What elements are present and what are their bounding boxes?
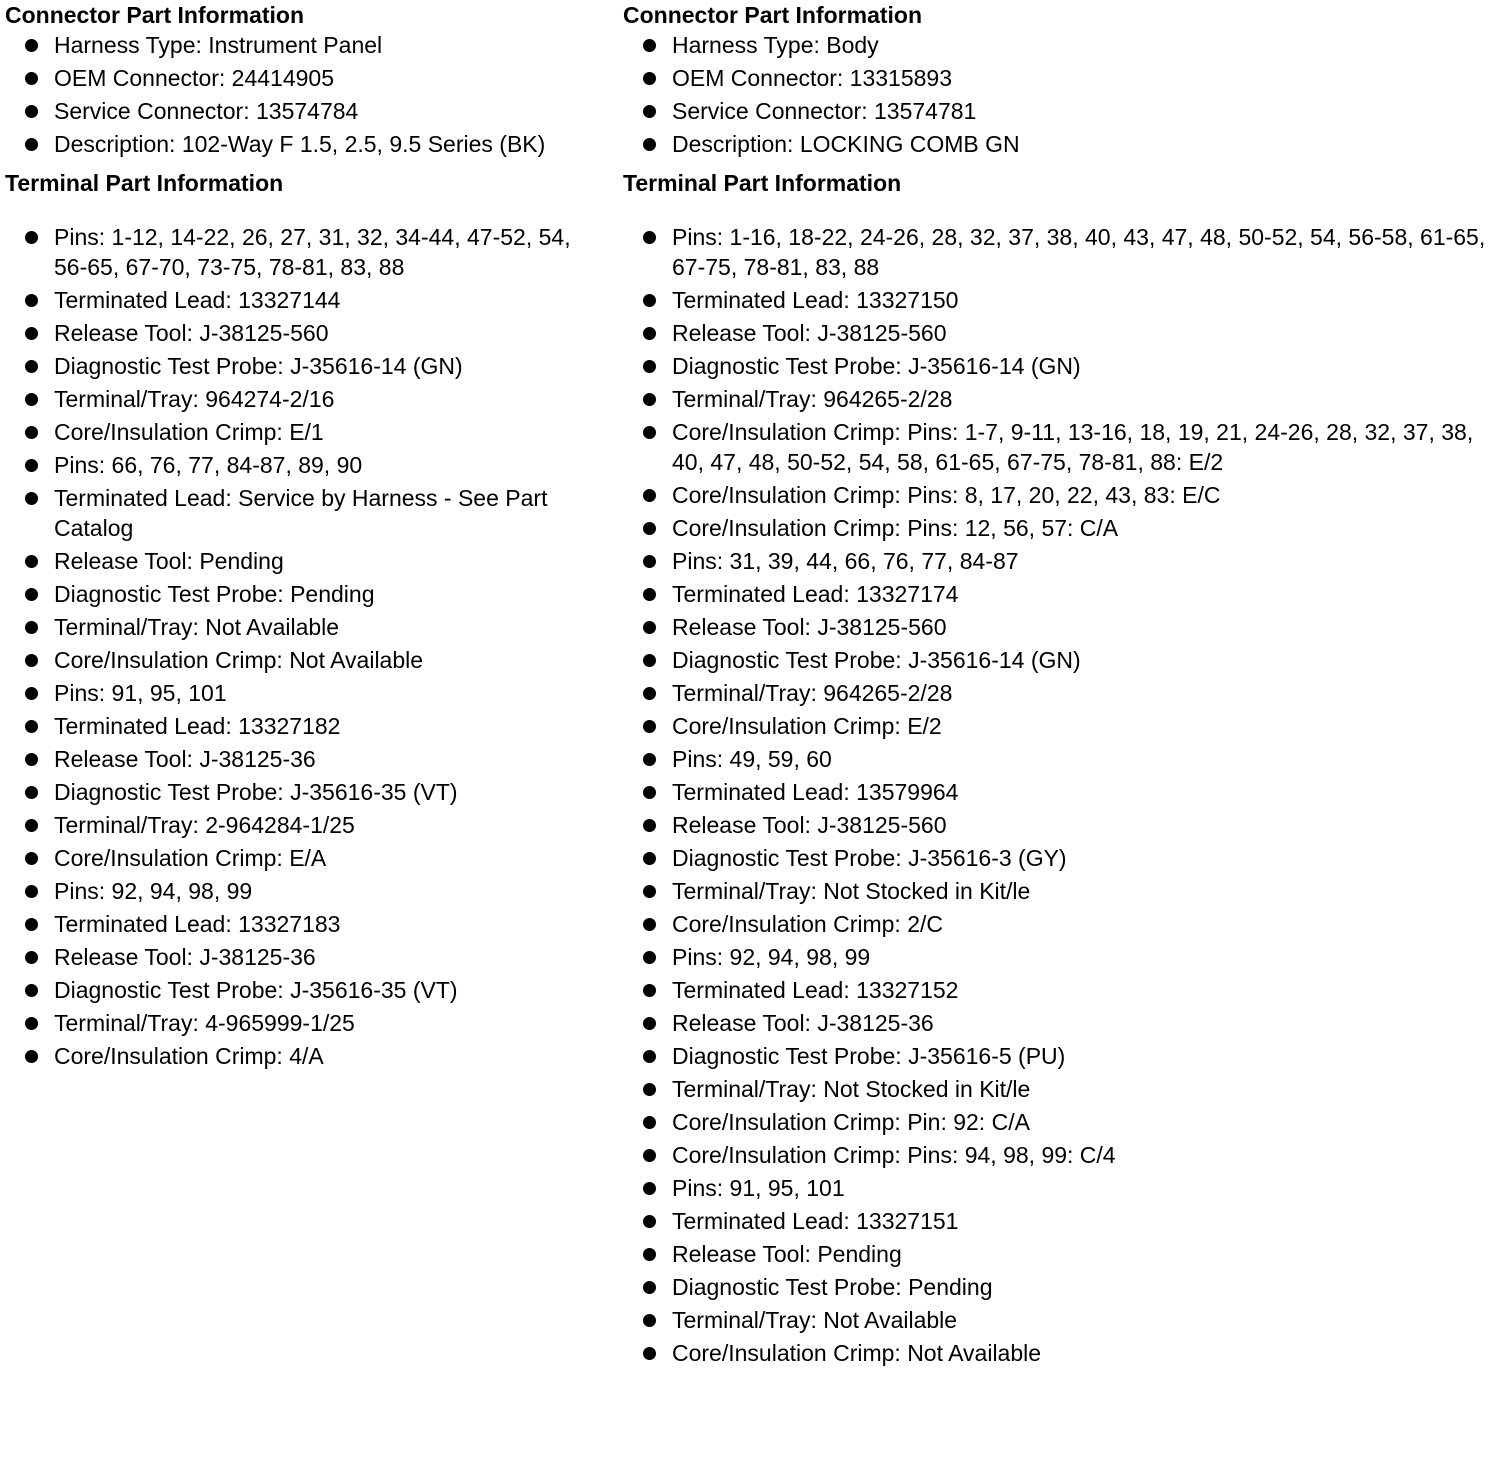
list-item-text: Pins: 91, 95, 101 bbox=[54, 680, 227, 706]
list-item bbox=[5, 678, 605, 708]
bullet-icon bbox=[25, 555, 38, 568]
bullet-icon bbox=[25, 72, 38, 85]
list-item-text: Core/Insulation Crimp: 2/C bbox=[672, 911, 943, 937]
bullet-icon bbox=[643, 951, 656, 964]
bullet-icon bbox=[25, 621, 38, 634]
bullet-icon bbox=[643, 1215, 656, 1228]
terminal-group bbox=[623, 1173, 1498, 1368]
list-item bbox=[623, 1272, 1498, 1302]
list-item bbox=[623, 318, 1498, 348]
terminal-group bbox=[5, 450, 605, 675]
list-item-text: Pins: 91, 95, 101 bbox=[672, 1175, 845, 1201]
bullet-icon bbox=[643, 327, 656, 340]
list-item-text: Release Tool: J-38125-560 bbox=[672, 614, 947, 640]
terminal-group bbox=[623, 546, 1498, 741]
list-item-text: Terminal/Tray: 964265-2/28 bbox=[672, 680, 953, 706]
list-item bbox=[5, 1008, 605, 1038]
right-column bbox=[623, 0, 1498, 1371]
terminal-group bbox=[623, 222, 1498, 543]
bullet-icon bbox=[25, 1050, 38, 1063]
connector-info-list bbox=[623, 30, 1498, 159]
bullet-icon bbox=[643, 687, 656, 700]
list-item-text: Terminated Lead: Service by Harness - See Part Catalog bbox=[54, 485, 548, 541]
bullet-icon bbox=[25, 951, 38, 964]
list-item-text: Diagnostic Test Probe: J-35616-14 (GN) bbox=[672, 647, 1081, 673]
list-item-text: Diagnostic Test Probe: J-35616-5 (PU) bbox=[672, 1043, 1066, 1069]
bullet-icon bbox=[25, 819, 38, 832]
terminal-part-heading: Terminal Part Information bbox=[5, 170, 284, 196]
bullet-icon bbox=[25, 294, 38, 307]
list-item bbox=[623, 678, 1498, 708]
list-item bbox=[623, 513, 1498, 543]
list-item bbox=[623, 480, 1498, 510]
bullet-icon bbox=[25, 984, 38, 997]
list-item bbox=[623, 63, 1498, 93]
list-item bbox=[5, 417, 605, 447]
list-item-text: Diagnostic Test Probe: Pending bbox=[54, 581, 375, 607]
list-item bbox=[623, 777, 1498, 807]
list-item bbox=[5, 711, 605, 741]
list-item-text: Pins: 1-16, 18-22, 24-26, 28, 32, 37, 38, 40, 43, 47, 48, 50-52, 54, 56-58, 61-65, 67-75, 78-81, 83, 88 bbox=[672, 224, 1486, 280]
bullet-icon bbox=[643, 720, 656, 733]
bullet-icon bbox=[643, 1281, 656, 1294]
bullet-icon bbox=[643, 1149, 656, 1162]
list-item-text: Core/Insulation Crimp: E/2 bbox=[672, 713, 942, 739]
list-item-text: Core/Insulation Crimp: Pins: 1-7, 9-11, 13-16, 18, 19, 21, 24-26, 28, 32, 37, 38, 40, 47, 48, 50-52, 54, 58, 61-65, 67-75, 78-81, 88: E/2 bbox=[672, 419, 1474, 475]
list-item bbox=[623, 876, 1498, 906]
bullet-icon bbox=[643, 588, 656, 601]
list-item-text: Terminal/Tray: 2-964284-1/25 bbox=[54, 812, 355, 838]
bullet-icon bbox=[25, 654, 38, 667]
bullet-icon bbox=[643, 1314, 656, 1327]
list-item bbox=[5, 612, 605, 642]
list-item bbox=[5, 975, 605, 1005]
list-item bbox=[623, 711, 1498, 741]
list-item bbox=[5, 384, 605, 414]
list-item bbox=[623, 1074, 1498, 1104]
list-item bbox=[623, 417, 1498, 477]
list-item-text: Terminal/Tray: Not Available bbox=[54, 614, 340, 640]
list-item bbox=[5, 645, 605, 675]
list-item-text: Release Tool: J-38125-36 bbox=[54, 944, 316, 970]
list-item bbox=[5, 876, 605, 906]
list-item bbox=[623, 1206, 1498, 1236]
list-item bbox=[623, 30, 1498, 60]
list-item-text: Terminated Lead: 13327144 bbox=[54, 287, 341, 313]
list-item bbox=[5, 810, 605, 840]
terminal-group bbox=[5, 222, 605, 447]
list-item bbox=[623, 1041, 1498, 1071]
list-item-text: Description: 102-Way F 1.5, 2.5, 9.5 Series (BK) bbox=[54, 131, 546, 157]
bullet-icon bbox=[643, 72, 656, 85]
list-item-text: Core/Insulation Crimp: E/1 bbox=[54, 419, 324, 445]
list-item-text: Core/Insulation Crimp: Pin: 92: C/A bbox=[672, 1109, 1030, 1135]
list-item bbox=[5, 129, 605, 159]
bullet-icon bbox=[25, 426, 38, 439]
list-item-text: Terminal/Tray: 964274-2/16 bbox=[54, 386, 335, 412]
bullet-icon bbox=[643, 39, 656, 52]
bullet-icon bbox=[643, 1083, 656, 1096]
list-item-text: Terminated Lead: 13327151 bbox=[672, 1208, 959, 1234]
list-item bbox=[5, 483, 605, 543]
bullet-icon bbox=[25, 588, 38, 601]
terminal-group bbox=[623, 744, 1498, 939]
list-item bbox=[5, 318, 605, 348]
bullet-icon bbox=[643, 231, 656, 244]
list-item bbox=[5, 222, 605, 282]
list-item-text: Diagnostic Test Probe: J-35616-3 (GY) bbox=[672, 845, 1067, 871]
list-item bbox=[5, 843, 605, 873]
bullet-icon bbox=[643, 555, 656, 568]
bullet-icon bbox=[643, 294, 656, 307]
list-item bbox=[623, 909, 1498, 939]
list-item-text: Diagnostic Test Probe: J-35616-35 (VT) bbox=[54, 779, 458, 805]
terminal-part-heading: Terminal Part Information bbox=[623, 170, 902, 196]
list-item-text: Terminal/Tray: Not Available bbox=[672, 1307, 958, 1333]
list-item-text: Harness Type: Instrument Panel bbox=[54, 32, 383, 58]
bullet-icon bbox=[25, 852, 38, 865]
list-item-text: Core/Insulation Crimp: Pins: 12, 56, 57: C/A bbox=[672, 515, 1119, 541]
list-item-text: Terminal/Tray: 964265-2/28 bbox=[672, 386, 953, 412]
list-item bbox=[623, 1338, 1498, 1368]
bullet-icon bbox=[643, 393, 656, 406]
list-item bbox=[623, 1107, 1498, 1137]
bullet-icon bbox=[25, 918, 38, 931]
connector-info-list bbox=[5, 30, 605, 159]
bullet-icon bbox=[643, 426, 656, 439]
terminal-group bbox=[5, 876, 605, 1071]
list-item-text: Pins: 49, 59, 60 bbox=[672, 746, 832, 772]
list-item-text: Diagnostic Test Probe: J-35616-14 (GN) bbox=[672, 353, 1081, 379]
list-item bbox=[623, 1008, 1498, 1038]
list-item bbox=[5, 63, 605, 93]
bullet-icon bbox=[25, 393, 38, 406]
bullet-icon bbox=[25, 687, 38, 700]
list-item bbox=[623, 285, 1498, 315]
bullet-icon bbox=[643, 885, 656, 898]
bullet-icon bbox=[643, 819, 656, 832]
bullet-icon bbox=[643, 1017, 656, 1030]
list-item-text: Terminated Lead: 13327182 bbox=[54, 713, 341, 739]
bullet-icon bbox=[25, 1017, 38, 1030]
list-item bbox=[623, 612, 1498, 642]
list-item bbox=[623, 942, 1498, 972]
bullet-icon bbox=[643, 489, 656, 502]
list-item-text: Harness Type: Body bbox=[672, 32, 879, 58]
list-item bbox=[623, 744, 1498, 774]
list-item-text: Release Tool: J-38125-560 bbox=[54, 320, 329, 346]
bullet-icon bbox=[643, 1116, 656, 1129]
list-item-text: Service Connector: 13574784 bbox=[54, 98, 359, 124]
list-item-text: Release Tool: Pending bbox=[672, 1241, 902, 1267]
bullet-icon bbox=[643, 654, 656, 667]
list-item bbox=[623, 1239, 1498, 1269]
list-item bbox=[5, 285, 605, 315]
list-item-text: Diagnostic Test Probe: J-35616-14 (GN) bbox=[54, 353, 463, 379]
list-item-text: Release Tool: Pending bbox=[54, 548, 284, 574]
list-item-text: Release Tool: J-38125-36 bbox=[54, 746, 316, 772]
list-item bbox=[5, 942, 605, 972]
list-item bbox=[623, 1140, 1498, 1170]
bullet-icon bbox=[643, 138, 656, 151]
terminal-group bbox=[623, 942, 1498, 1170]
list-item bbox=[623, 129, 1498, 159]
list-item-text: Pins: 92, 94, 98, 99 bbox=[54, 878, 253, 904]
connector-part-heading: Connector Part Information bbox=[623, 2, 923, 28]
bullet-icon bbox=[643, 522, 656, 535]
list-item-text: Description: LOCKING COMB GN bbox=[672, 131, 1020, 157]
list-item bbox=[623, 645, 1498, 675]
bullet-icon bbox=[643, 852, 656, 865]
list-item-text: Core/Insulation Crimp: 4/A bbox=[54, 1043, 324, 1069]
list-item-text: Diagnostic Test Probe: Pending bbox=[672, 1274, 993, 1300]
list-item bbox=[5, 744, 605, 774]
list-item-text: Diagnostic Test Probe: J-35616-35 (VT) bbox=[54, 977, 458, 1003]
bullet-icon bbox=[25, 753, 38, 766]
list-item-text: Terminal/Tray: Not Stocked in Kit/le bbox=[672, 878, 1031, 904]
bullet-icon bbox=[25, 138, 38, 151]
list-item bbox=[623, 1173, 1498, 1203]
terminal-groups bbox=[623, 222, 1498, 1368]
list-item-text: Terminal/Tray: Not Stocked in Kit/le bbox=[672, 1076, 1031, 1102]
bullet-icon bbox=[25, 231, 38, 244]
list-item-text: Terminated Lead: 13579964 bbox=[672, 779, 959, 805]
list-item-text: Terminal/Tray: 4-965999-1/25 bbox=[54, 1010, 355, 1036]
list-item-text: Terminated Lead: 13327152 bbox=[672, 977, 959, 1003]
list-item bbox=[5, 546, 605, 576]
list-item-text: Core/Insulation Crimp: E/A bbox=[54, 845, 327, 871]
list-item bbox=[623, 351, 1498, 381]
list-item bbox=[5, 1041, 605, 1071]
list-item-text: Service Connector: 13574781 bbox=[672, 98, 977, 124]
list-item-text: Core/Insulation Crimp: Not Available bbox=[672, 1340, 1042, 1366]
list-item bbox=[5, 30, 605, 60]
bullet-icon bbox=[643, 786, 656, 799]
bullet-icon bbox=[25, 327, 38, 340]
list-item-text: Core/Insulation Crimp: Not Available bbox=[54, 647, 424, 673]
bullet-icon bbox=[25, 885, 38, 898]
list-item-text: Pins: 66, 76, 77, 84-87, 89, 90 bbox=[54, 452, 363, 478]
list-item-text: Release Tool: J-38125-36 bbox=[672, 1010, 934, 1036]
list-item bbox=[623, 546, 1498, 576]
bullet-icon bbox=[25, 459, 38, 472]
bullet-icon bbox=[643, 1347, 656, 1360]
list-item bbox=[5, 96, 605, 126]
terminal-group bbox=[5, 678, 605, 873]
list-item-text: Core/Insulation Crimp: Pins: 8, 17, 20, 22, 43, 83: E/C bbox=[672, 482, 1221, 508]
bullet-icon bbox=[643, 1182, 656, 1195]
list-item bbox=[623, 579, 1498, 609]
bullet-icon bbox=[25, 360, 38, 373]
terminal-groups bbox=[5, 222, 605, 1071]
list-item bbox=[623, 96, 1498, 126]
list-item bbox=[5, 777, 605, 807]
list-item-text: Pins: 31, 39, 44, 66, 76, 77, 84-87 bbox=[672, 548, 1019, 574]
bullet-icon bbox=[643, 753, 656, 766]
bullet-icon bbox=[643, 105, 656, 118]
list-item-text: Terminated Lead: 13327150 bbox=[672, 287, 959, 313]
bullet-icon bbox=[25, 492, 38, 505]
list-item bbox=[623, 384, 1498, 414]
bullet-icon bbox=[643, 1248, 656, 1261]
list-item bbox=[5, 909, 605, 939]
list-item bbox=[5, 450, 605, 480]
list-item bbox=[623, 1305, 1498, 1335]
list-item bbox=[623, 222, 1498, 282]
list-item-text: Terminated Lead: 13327174 bbox=[672, 581, 959, 607]
bullet-icon bbox=[25, 786, 38, 799]
list-item bbox=[623, 975, 1498, 1005]
list-item bbox=[623, 843, 1498, 873]
list-item-text: Release Tool: J-38125-560 bbox=[672, 812, 947, 838]
list-item bbox=[623, 810, 1498, 840]
list-item-text: Release Tool: J-38125-560 bbox=[672, 320, 947, 346]
connector-part-heading: Connector Part Information bbox=[5, 2, 305, 28]
left-column bbox=[5, 0, 605, 1074]
bullet-icon bbox=[25, 720, 38, 733]
bullet-icon bbox=[25, 105, 38, 118]
list-item-text: OEM Connector: 24414905 bbox=[54, 65, 335, 91]
list-item-text: OEM Connector: 13315893 bbox=[672, 65, 953, 91]
bullet-icon bbox=[25, 39, 38, 52]
list-item-text: Pins: 1-12, 14-22, 26, 27, 31, 32, 34-44, 47-52, 54, 56-65, 67-70, 73-75, 78-81, 83, 88 bbox=[54, 224, 571, 280]
list-item-text: Pins: 92, 94, 98, 99 bbox=[672, 944, 871, 970]
list-item-text: Terminated Lead: 13327183 bbox=[54, 911, 341, 937]
bullet-icon bbox=[643, 984, 656, 997]
bullet-icon bbox=[643, 621, 656, 634]
bullet-icon bbox=[643, 360, 656, 373]
bullet-icon bbox=[643, 918, 656, 931]
list-item bbox=[5, 579, 605, 609]
list-item-text: Core/Insulation Crimp: Pins: 94, 98, 99: C/4 bbox=[672, 1142, 1116, 1168]
bullet-icon bbox=[643, 1050, 656, 1063]
list-item bbox=[5, 351, 605, 381]
